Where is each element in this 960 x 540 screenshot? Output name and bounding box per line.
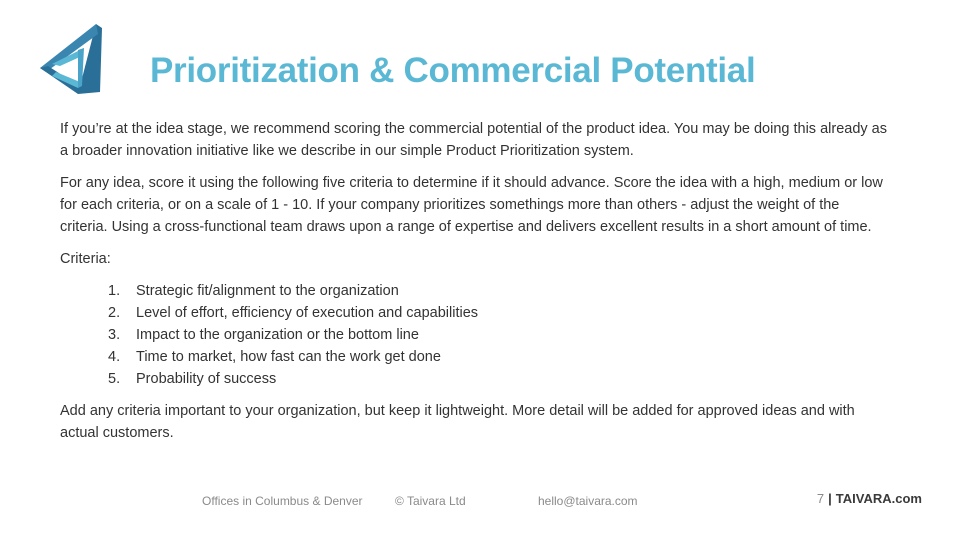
criteria-item (108, 302, 890, 324)
criteria-item (108, 346, 890, 368)
footer-separator: | (828, 491, 832, 506)
footer-offices: Offices in Columbus & Denver (202, 494, 363, 508)
footer-copyright: © Taivara Ltd (395, 494, 466, 508)
page-number: 7 (816, 491, 825, 506)
brand-link[interactable]: TAIVARA.com (835, 491, 922, 506)
slide-title: Prioritization & Commercial Potential (150, 51, 756, 90)
intro-paragraph: If you’re at the idea stage, we recommend scoring the commercial potential of the product idea. You may be doing this already as a broader innovation initiative like we describe in our simple Product Prioritization system. (60, 121, 887, 159)
criteria-number: 3. (108, 327, 121, 343)
closing-paragraph: Add any criteria important to your organization, but keep it lightweight. More detail will be added for approved ideas and with actual customers. (60, 403, 855, 441)
criteria-number: 2. (108, 305, 121, 321)
criteria-number: 4. (108, 349, 121, 365)
slide-body (60, 118, 890, 454)
criteria-text: Impact to the organization or the bottom line (136, 327, 419, 343)
criteria-item (108, 368, 890, 390)
criteria-item (108, 324, 890, 346)
criteria-list (60, 280, 890, 390)
criteria-number: 5. (108, 371, 121, 387)
taivara-logo-icon (38, 20, 102, 98)
criteria-item (108, 280, 890, 302)
criteria-text: Time to market, how fast can the work get done (136, 349, 441, 365)
criteria-text: Level of effort, efficiency of execution and capabilities (136, 305, 479, 321)
criteria-number: 1. (108, 283, 121, 299)
instructions-paragraph: For any idea, score it using the following five criteria to determine if it should advance. Score the idea with a high, medium or low for each criteria, or on a scale of 1 - 10. If your company prioritizes somethings more than others - adjust the weight of the criteria. Using a cross-functional team draws upon a range of expertise and delivers excellent results in a short amount of time. (60, 175, 883, 235)
footer-email-link[interactable]: hello@taivara.com (538, 494, 638, 508)
page-info (817, 491, 922, 506)
criteria-label: Criteria: (60, 251, 111, 267)
criteria-text: Strategic fit/alignment to the organization (136, 283, 399, 299)
criteria-text: Probability of success (136, 371, 277, 387)
